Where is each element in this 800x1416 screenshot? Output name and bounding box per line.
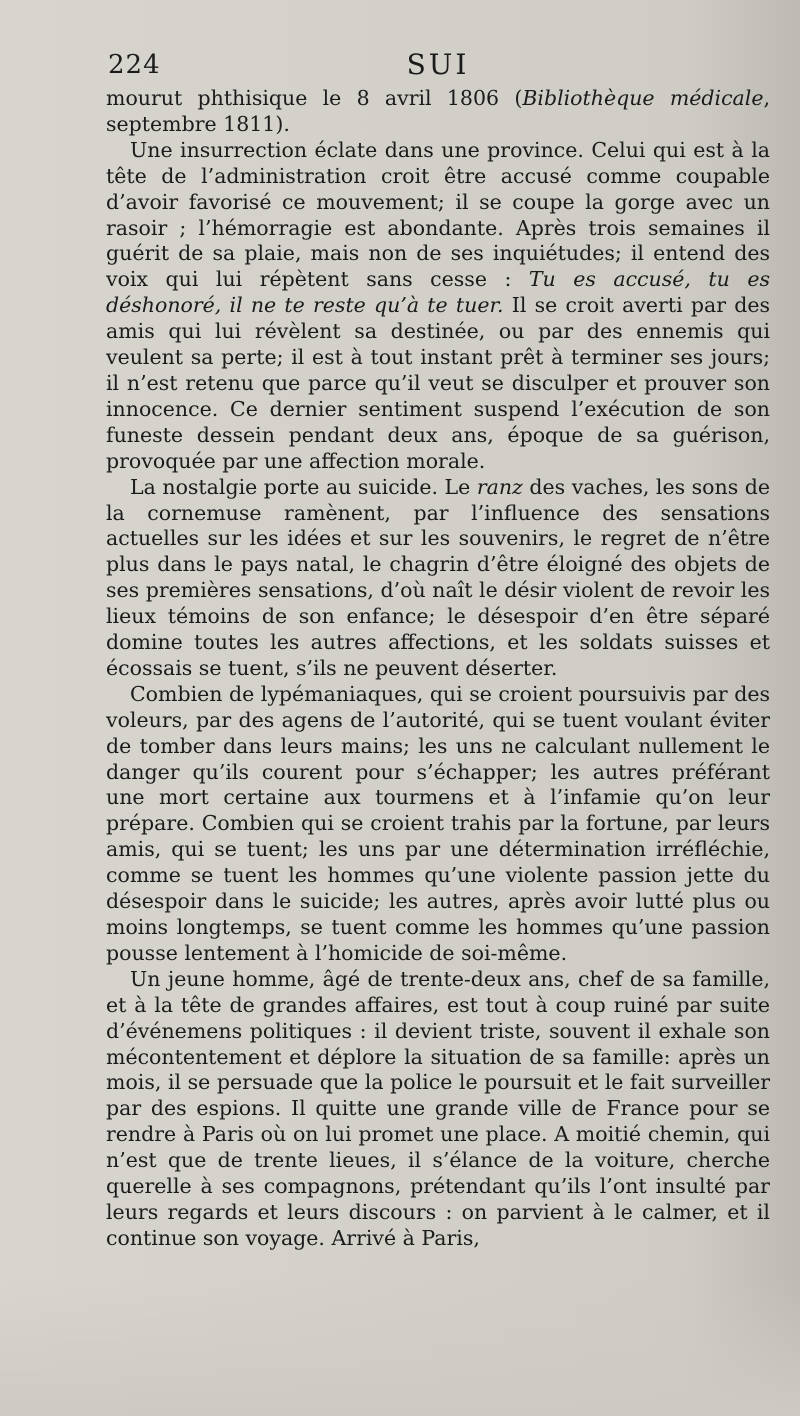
paragraph [106, 967, 770, 1252]
paragraph [106, 138, 770, 475]
page-shadow [0, 1276, 800, 1416]
text-run: mourut phthisique le 8 avril 1806 ( [106, 86, 523, 110]
running-head: SUI [406, 48, 470, 81]
page-header [108, 44, 768, 84]
body-text [106, 86, 770, 1252]
paragraph [106, 475, 770, 682]
italic-text: Tu es accusé, tu es déshonoré, il ne te reste qu’à te tuer. [106, 267, 770, 318]
text-run: Il se croit averti par des amis qui lui révèlent sa destinée, ou par des ennemis qui veulent sa perte; il est à tout instant prêt à terminer ses jours; il n’est retenu que parce qu’il veut se disculper et prouver son innocence. Ce dernier sentiment suspend l’exécution de son funeste dessein pendant deux ans, époque de sa guérison, provoquée par une affection morale. [106, 293, 770, 473]
text-run: des vaches, les sons de la cornemuse ramènent, par l’influence des sensations actuelles sur les idées et sur les souvenirs, le regret de n’être plus dans le pays natal, le chagrin d’être éloigné des objets de ses premières sensations, d’où naît le désir violent de revoir les lieux témoins de son enfance; le désespoir d’en être séparé domine toutes les autres affections, et les soldats suisses et écossais se tuent, s’ils ne peuvent déserter. [106, 474, 771, 680]
page-number: 224 [108, 50, 161, 80]
text-run: La nostalgie porte au suicide. Le [130, 474, 477, 499]
text-run: Une insurrection éclate dans une province. Celui qui est à la tête de l’administration croit être accusé comme coupable d’avoir favorisé ce mouvement; il se coupe la gorge avec un rasoir ; l’hémorragie est abondante. Après trois semaines il guérit de sa plaie, mais non de ses inquiétudes; il entend des voix qui lui répètent sans cesse : [106, 137, 770, 292]
text-run: , septembre 1811). [106, 86, 771, 136]
italic-text: Bibliothèque médicale [522, 86, 764, 110]
italic-text: ranz [476, 474, 523, 499]
text-run: Combien de lypémaniaques, qui se croient poursuivis par des voleurs, par des agens de l’autorité, qui se tuent voulant éviter de tomber dans leurs mains; les uns ne calculant nullement le danger qu’ils courent pour s’échapper; les autres préférant une mort certaine aux tourmens et à l’infamie qu’on leur prépare. Combien qui se croient trahis par la fortune, par leurs amis, qui se tuent; les uns par une détermination irréfléchie, comme se tuent les hommes qu’une violente passion jette du désespoir dans le suicide; les autres, après avoir lutté plus ou moins longtemps, se tuent comme les hommes qu’une passion pousse lentement à l’homicide de soi-même. [106, 681, 771, 965]
paragraph [106, 682, 770, 967]
paragraph [106, 86, 770, 138]
text-run: Un jeune homme, âgé de trente-deux ans, chef de sa famille, et à la tête de grandes affaires, est tout à coup ruiné par suite d’événemens politiques : il devient triste, souvent il exhale son mécontentement et déplore la situation de sa famille: après un mois, il se persuade que la police le poursuit et le fait surveiller par des espions. Il quitte une grande ville de France pour se rendre à Paris où on lui promet une place. A moitié chemin, qui n’est que de trente lieues, il s’élance de la voiture, cherche querelle à ses compagnons, prétendant qu’ils l’ont insulté par leurs regards et leurs discours : on parvient à le calmer, et il continue son voyage. Arrivé à Paris, [106, 966, 770, 1250]
